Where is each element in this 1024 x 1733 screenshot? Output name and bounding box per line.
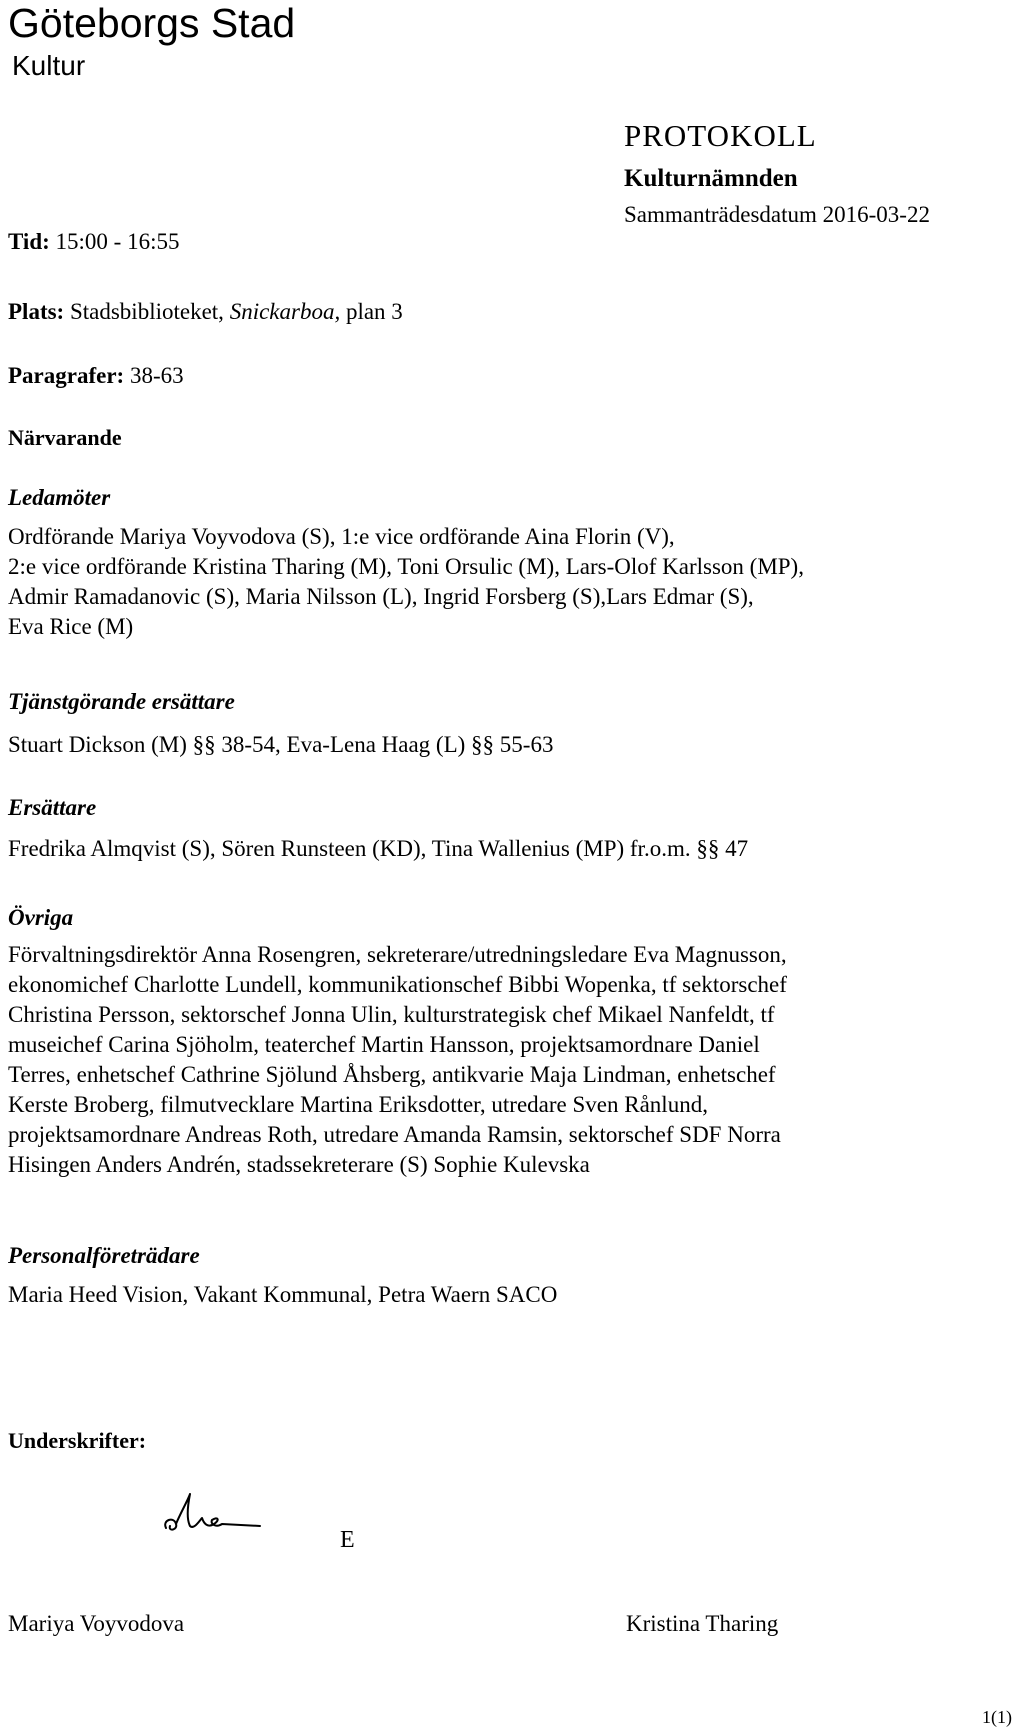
signature-letter: E — [340, 1527, 355, 1553]
meeting-time — [8, 228, 179, 256]
signer-left: Mariya Voyvodova — [8, 1611, 185, 1636]
handwritten-signature-icon — [160, 1490, 270, 1540]
serving-substitutes-line: Stuart Dickson (M) §§ 38-54, Eva-Lena Haag (L) §§ 55-63 — [8, 732, 554, 757]
members-line: Eva Rice (M) — [8, 614, 134, 639]
others-line: Förvaltningsdirektör Anna Rosengren, sekreterare/utredningsledare Eva Magnusson, — [8, 942, 787, 967]
others-line: Hisingen Anders Andrén, stadssekreterare (S) Sophie Kulevska — [8, 1152, 590, 1177]
members-line: Admir Ramadanovic (S), Maria Nilsson (L), Ingrid Forsberg (S),Lars Edmar (S), — [8, 584, 754, 609]
staff-representatives-list — [8, 1280, 1008, 1310]
place-value-before: Stadsbiblioteket, — [69, 299, 224, 324]
signer-right: Kristina Tharing — [626, 1611, 779, 1636]
department-name: Kultur — [12, 50, 86, 81]
place-label: Plats: — [8, 299, 65, 324]
organization-name: Göteborgs Stad — [8, 0, 296, 46]
serving-substitutes-heading: Tjänstgörande ersättare — [8, 689, 235, 714]
others-line: ekonomichef Charlotte Lundell, kommunikationschef Bibbi Wopenka, tf sektorschef — [8, 972, 787, 997]
committee-name: Kulturnämnden — [624, 165, 798, 192]
attendance-title: Närvarande — [8, 425, 122, 450]
substitutes-list — [8, 834, 1008, 864]
others-line: Christina Persson, sektorschef Jonna Ulin, kulturstrategisk chef Mikael Nanfeldt, tf — [8, 1002, 775, 1027]
signatures-title: Underskrifter: — [8, 1428, 147, 1453]
others-heading: Övriga — [8, 905, 74, 930]
members-line: Ordförande Mariya Voyvodova (S), 1:e vice ordförande Aina Florin (V), — [8, 524, 675, 549]
meeting-paragraphs — [8, 362, 184, 390]
substitutes-line: Fredrika Almqvist (S), Sören Runsteen (KD), Tina Wallenius (MP) fr.o.m. §§ 47 — [8, 836, 749, 861]
paragraphs-value: 38-63 — [129, 363, 184, 388]
document-type: PROTOKOLL — [624, 118, 817, 153]
others-line: projektsamordnare Andreas Roth, utredare Amanda Ramsin, sektorschef SDF Norra — [8, 1122, 781, 1147]
paragraphs-label: Paragrafer: — [8, 363, 125, 388]
others-line: Terres, enhetschef Cathrine Sjölund Åhsberg, antikvarie Maja Lindman, enhetschef — [8, 1062, 776, 1087]
time-value: 15:00 - 16:55 — [55, 229, 180, 254]
page-number: 1(1) — [982, 1707, 1012, 1727]
meeting-place — [8, 298, 403, 326]
place-value-italic: Snickarboa, — [229, 299, 341, 324]
serving-substitutes-list — [8, 730, 1008, 760]
meeting-date: Sammanträdesdatum 2016-03-22 — [624, 202, 930, 227]
time-label: Tid: — [8, 229, 50, 254]
members-list — [8, 522, 1008, 642]
staff-representatives-line: Maria Heed Vision, Vakant Kommunal, Petra Waern SACO — [8, 1282, 558, 1307]
members-heading: Ledamöter — [8, 485, 111, 510]
others-line: Kerste Broberg, filmutvecklare Martina Eriksdotter, utredare Sven Rånlund, — [8, 1092, 708, 1117]
members-line: 2:e vice ordförande Kristina Tharing (M), Toni Orsulic (M), Lars-Olof Karlsson (MP), — [8, 554, 804, 579]
others-list — [8, 940, 1008, 1180]
others-line: museichef Carina Sjöholm, teaterchef Martin Hansson, projektsamordnare Daniel — [8, 1032, 760, 1057]
substitutes-heading: Ersättare — [8, 795, 97, 820]
staff-representatives-heading: Personalföreträdare — [8, 1243, 200, 1268]
place-value-after: plan 3 — [345, 299, 403, 324]
